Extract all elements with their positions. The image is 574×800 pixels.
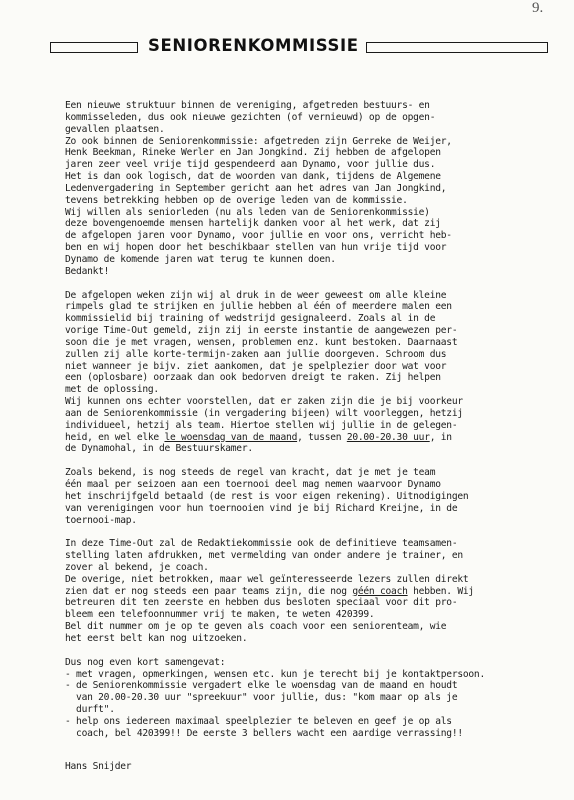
header-decoration-right — [366, 42, 548, 53]
text-segment: vorige Time-Out gemeld, zijn zij in eerste instantie de aangewezen per- — [65, 325, 458, 337]
text-line — [65, 100, 535, 112]
text-line — [65, 432, 535, 444]
text-line — [65, 479, 535, 491]
text-segment: coach, bel 420399!! De eerste 3 bellers wacht een aardige verrassing!! — [65, 727, 463, 739]
text-segment: Een nieuwe struktuur binnen de vereniging, afgetreden bestuurs- en — [65, 100, 430, 111]
text-segment: deze bovengenoemde mensen hartelijk danken voor al het werk, dat zij — [65, 218, 441, 230]
text-segment: durft". — [65, 704, 115, 716]
text-segment: een (oplosbare) oorzaak dan ook bedorven dreigt te raken. Zij helpen — [65, 372, 441, 384]
text-segment: het eerst belt kan nog uitzoeken. — [65, 632, 248, 644]
text-segment: Wij willen als seniorleden (nu als leden van de Seniorenkommissie) — [65, 206, 430, 218]
underlined-text: 20.00-20.30 uur — [346, 431, 430, 443]
text-segment: Henk Beekman, Rineke Werler en Jan Jongkind. Zij hebben de afgelopen — [65, 147, 441, 159]
text-segment: ben en wij hopen door het beschikbaar stellen van hun vrije tijd voor — [65, 242, 447, 254]
text-line — [65, 183, 535, 195]
text-line — [65, 503, 535, 515]
text-segment: Dynamo de komende jaren wat terug te kunnen doen. — [65, 253, 336, 265]
text-line — [65, 266, 535, 278]
text-line — [65, 207, 535, 219]
paragraph-gap — [65, 526, 535, 538]
text-line — [65, 313, 535, 325]
section-header — [50, 36, 548, 58]
text-segment: Zoals bekend, is nog steeds de regel van kracht, dat je met je team — [65, 467, 436, 479]
text-line — [65, 195, 535, 207]
text-line — [65, 657, 535, 669]
section-title: SENIORENKOMMISSIE — [148, 36, 359, 55]
text-segment: Zo ook binnen de Seniorenkommissie: afgetreden zijn Gerreke de Weijer, — [65, 135, 452, 147]
text-line — [65, 218, 535, 230]
text-segment: van verenigingen voor hun toernooien vind je bij Richard Kreijne, in de — [65, 502, 458, 514]
text-line — [65, 538, 535, 550]
text-segment: betreuren dit ten zeerste en hebben dus besloten speciaal voor dit pro- — [65, 597, 458, 609]
text-line — [65, 443, 535, 455]
text-line — [65, 621, 535, 633]
text-line — [65, 716, 535, 728]
text-segment: de afgelopen jaren voor Dynamo, voor jullie en voor ons, verricht heb- — [65, 230, 452, 242]
paragraph — [65, 290, 535, 456]
text-segment: kommisseleden, dus ook nieuwe gezichten (of vernieuwd) op de opgen- — [65, 111, 436, 123]
text-segment: één maal per seizoen aan een toernooi deel mag nemen waarvoor Dynamo — [65, 479, 441, 490]
text-line — [65, 112, 535, 124]
paragraph — [65, 467, 535, 526]
text-line — [65, 254, 535, 266]
text-line — [65, 301, 535, 313]
text-line — [65, 680, 535, 692]
text-segment: Ledenvergadering in September gericht aan het adres van Jan Jongkind, — [65, 182, 447, 194]
text-segment: niet wanneer je bijv. ziet aankomen, dat je spelplezier door wat voor — [65, 360, 447, 372]
text-segment: Bel dit nummer om je op te geven als coach voor een seniorenteam, wie — [65, 621, 447, 633]
text-line — [65, 171, 535, 183]
text-segment: Het is dan ook logisch, dat de woorden van dank, tijdens de Algemene — [65, 171, 441, 183]
text-line — [65, 692, 535, 704]
page-number: 9. — [532, 0, 544, 16]
paragraph-gap — [65, 645, 535, 657]
text-segment: van 20.00-20.30 uur "spreekuur" voor jullie, dus: "kom maar op als je — [65, 692, 458, 704]
text-segment: het inschrijfgeld betaald (de rest is voor eigen rekening). Uitnodigingen — [65, 490, 469, 502]
text-line — [65, 408, 535, 420]
text-line — [65, 728, 535, 740]
text-line — [65, 562, 535, 574]
text-line — [65, 704, 535, 716]
text-segment: Bedankt! — [65, 265, 110, 277]
paragraph-gap — [65, 278, 535, 290]
text-line — [65, 515, 535, 527]
text-segment: , tussen — [297, 431, 347, 443]
text-line — [65, 396, 535, 408]
text-line — [65, 242, 535, 254]
text-line — [65, 384, 535, 396]
paragraph — [65, 100, 535, 278]
text-segment: bleem een telefoonnummer vrij te maken, te weten 420399. — [65, 609, 375, 621]
paragraph-gap — [65, 455, 535, 467]
text-line — [65, 609, 535, 621]
text-segment: - met vragen, opmerkingen, wensen etc. kun je terecht bij je kontaktpersoon. — [65, 668, 485, 680]
text-line — [65, 147, 535, 159]
text-segment: zover al bekend, je coach. — [65, 561, 209, 573]
text-segment: soon die je met vragen, wensen, problemen enz. kunt bestoken. Daarnaast — [65, 336, 458, 348]
text-segment: heid, en wel elke — [65, 431, 165, 443]
text-line — [65, 159, 535, 171]
text-segment: De afgelopen weken zijn wij al druk in de weer geweest om alle kleine — [65, 289, 447, 301]
text-line — [65, 586, 535, 598]
underlined-text: géén coach — [352, 585, 408, 597]
text-segment: De overige, niet betrokken, maar wel geïnteresseerde lezers zullen direkt — [65, 573, 469, 585]
text-segment: de Dynamohal, in de Bestuurskamer. — [65, 443, 253, 455]
text-line — [65, 550, 535, 562]
text-line — [65, 337, 535, 349]
text-segment: jaren zeer veel vrije tijd gespendeerd aan Dynamo, voor jullie dus. — [65, 159, 436, 171]
text-segment: aan de Seniorenkommissie (in vergadering bijeen) wilt voorleggen, hetzij — [65, 407, 463, 419]
text-segment: In deze Time-Out zal de Redaktiekommissie ook de definitieve teamsamen- — [65, 538, 458, 550]
text-segment: hebben. Wij — [407, 585, 474, 597]
text-segment: toernooi-map. — [65, 514, 137, 526]
text-segment: kommissielid bij training of wedstrijd gesignaleerd. Zoals al in de — [65, 313, 436, 325]
text-segment: tevens betrekking hebben op de overige leden van de kommissie. — [65, 194, 408, 206]
text-segment: zien dat er nog steeds een paar teams zijn, die nog — [65, 585, 353, 597]
text-segment: gevallen plaatsen. — [65, 123, 165, 135]
text-line — [65, 633, 535, 645]
text-segment: zullen zij alle korte-termijn-zaken aan jullie doorgeven. Schroom dus — [65, 348, 447, 360]
text-line — [65, 290, 535, 302]
article-body — [65, 100, 535, 740]
text-segment: met de oplossing. — [65, 384, 159, 396]
text-line — [65, 124, 535, 136]
text-line — [65, 230, 535, 242]
text-line — [65, 361, 535, 373]
text-line — [65, 491, 535, 503]
text-line — [65, 597, 535, 609]
text-line — [65, 467, 535, 479]
text-segment: stelling laten afdrukken, met vermelding van onder andere je trainer, en — [65, 550, 463, 562]
text-line — [65, 325, 535, 337]
text-line — [65, 349, 535, 361]
text-segment: Wij kunnen ons echter voorstellen, dat er zaken zijn die je bij voorkeur — [65, 396, 463, 408]
underlined-text: le woensdag van de maand — [164, 431, 298, 443]
author-signature: Hans Snijder — [65, 761, 132, 772]
text-segment: individueel, hetzij als team. Hiertoe stellen wij jullie in de gelegen- — [65, 419, 458, 431]
paragraph — [65, 657, 535, 740]
text-line — [65, 136, 535, 148]
text-line — [65, 420, 535, 432]
text-line — [65, 574, 535, 586]
text-line — [65, 372, 535, 384]
text-segment: , in — [429, 431, 452, 443]
text-line — [65, 669, 535, 681]
paragraph — [65, 538, 535, 645]
text-segment: Dus nog even kort samengevat: — [65, 656, 226, 668]
text-segment: - help ons iedereen maximaal speelplezier te beleven en geef je op als — [65, 715, 452, 727]
header-decoration-left — [50, 42, 138, 53]
text-segment: rimpels glad te strijken en jullie hebben al één of meerdere malen een — [65, 301, 452, 313]
text-segment: - de Seniorenkommissie vergadert elke le woensdag van de maand en houdt — [65, 680, 458, 692]
